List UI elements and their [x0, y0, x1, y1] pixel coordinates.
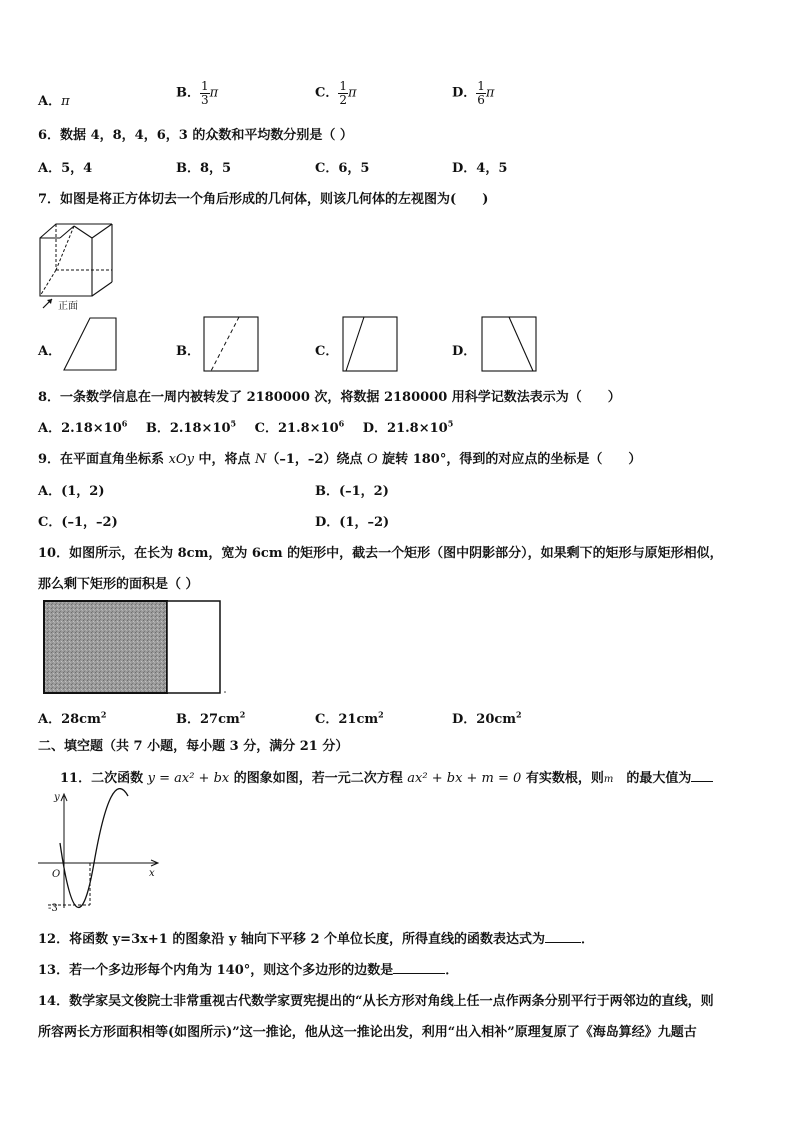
option-value: 20cm — [476, 712, 517, 727]
math-var: O — [366, 452, 378, 467]
origin-label: O — [52, 869, 61, 880]
q10-option-c — [315, 708, 384, 727]
q11-stem — [60, 767, 713, 786]
option-exponent: 2 — [239, 709, 246, 720]
q6-option-b: B．8，5 — [176, 161, 232, 176]
math-var: N — [254, 452, 267, 467]
q7-front-label: 正面 — [58, 301, 78, 312]
option-letter: B． — [176, 85, 200, 101]
fraction — [338, 80, 348, 106]
q14-stem-line1: 14．数学家吴文俊院士非常重视古代数学家贾宪提出的“从长方形对角线上任一点作两条分别平行于两邻边的直线，则 — [38, 994, 714, 1009]
option-value: π — [61, 94, 70, 109]
min-value-label: -3 — [48, 903, 58, 914]
stem-text: ． — [445, 963, 459, 978]
option-value: 28cm — [61, 712, 101, 727]
x-axis-label: x — [149, 868, 155, 879]
q10-stem-line2: 那么剩下矩形的面积是（ ） — [38, 577, 199, 592]
q5-option-c — [315, 80, 357, 106]
q10-option-d — [452, 708, 522, 727]
stem-text: 中，将点 — [193, 452, 255, 467]
q10-option-b — [176, 708, 245, 727]
option-value: 27cm — [200, 712, 240, 727]
stem-text: ． — [581, 932, 595, 947]
q8-option-c — [254, 418, 345, 436]
option-base: 2.18×10 — [169, 421, 231, 436]
stem-text: 旋转 180°，得到的对应点的坐标是（ ） — [377, 452, 642, 467]
option-letter: C． — [315, 85, 339, 101]
q7-option-a-letter: A． — [38, 344, 62, 359]
option-exponent: 2 — [100, 709, 107, 720]
option-letter: B． — [176, 712, 200, 727]
answer-blank[interactable] — [691, 781, 713, 782]
q7-option-b-letter: B． — [176, 344, 200, 359]
denominator: 6 — [477, 92, 485, 107]
stem-text: 的最大值为 — [613, 771, 692, 786]
option-exponent: 2 — [516, 709, 522, 720]
q7-option-a-figure — [60, 316, 120, 372]
q8-stem: 8．一条数学信息在一周内被转发了 2180000 次，将数据 2180000 用科学记数法表示为（ ） — [38, 390, 621, 405]
q12-stem — [38, 928, 594, 947]
q9-option-c: C．(–1，–2) — [38, 515, 118, 530]
q9-stem — [38, 448, 641, 467]
stem-text: 12．将函数 y=3x+1 的图象沿 y 轴向下平移 2 个单位长度，所得直线的函数表达式为 — [38, 932, 546, 947]
option-exponent: 6 — [338, 418, 345, 429]
stem-text: 的图象如图，若一元二次方程 — [229, 771, 408, 786]
option-letter: C． — [315, 712, 339, 727]
stem-text: 13．若一个多边形每个内角为 140°，则这个多边形的边数是 — [38, 963, 394, 978]
option-exponent: 5 — [230, 418, 237, 429]
q7-option-c-letter: C． — [315, 344, 339, 359]
option-letter: D． — [362, 421, 388, 436]
q7-option-d-figure — [481, 316, 537, 372]
q14-stem-line2: 所容两长方形面积相等(如图所示)”这一推论，他从这一推论出发，利用“出入相补”原理复原了《海岛算经》九题古 — [38, 1025, 697, 1040]
section-heading: 二、填空题（共 7 小题，每小题 3 分，满分 21 分） — [38, 739, 349, 754]
denominator: 3 — [201, 92, 209, 107]
q10-stem-line1: 10．如图所示，在长为 8cm，宽为 6cm 的矩形中，截去一个矩形（图中阴影部分），如果剩下的矩形与原矩形相似， — [38, 546, 723, 561]
stem-text: 9．在平面直角坐标系 — [38, 452, 169, 467]
option-letter: D． — [452, 85, 477, 101]
q6-option-c: C．6，5 — [315, 161, 370, 176]
option-letter: A． — [38, 421, 62, 436]
option-exponent: 6 — [121, 418, 128, 429]
option-letter: B． — [145, 421, 170, 436]
equation-expression: ax² + bx + m = 0 — [407, 771, 522, 786]
numerator: 1 — [339, 79, 347, 93]
q11-parabola-graph — [36, 788, 164, 916]
numerator: 1 — [201, 79, 209, 93]
q6-stem: 6．数据 4，8，4，6，3 的众数和平均数分别是（ ） — [38, 128, 353, 143]
q8-options — [38, 417, 453, 436]
fraction — [476, 80, 486, 106]
q8-option-a — [38, 418, 128, 436]
answer-blank[interactable] — [545, 942, 581, 943]
option-letter: D． — [452, 712, 477, 727]
q5-option-b — [176, 80, 218, 106]
q9-option-d: D．(1，–2) — [315, 515, 390, 530]
y-axis-label: y — [54, 792, 60, 803]
option-base: 21.8×10 — [277, 421, 339, 436]
q5-option-a — [38, 90, 70, 109]
answer-blank[interactable] — [393, 973, 445, 974]
option-exponent: 2 — [378, 709, 384, 720]
q7-stem: 7．如图是将正方体切去一个角后形成的几何体，则该几何体的左视图为( ) — [38, 192, 489, 207]
q6-option-a: A．5，4 — [38, 161, 93, 176]
q9-option-b: B．(–1，2) — [315, 484, 389, 499]
option-base: 21.8×10 — [387, 421, 448, 436]
q8-option-d — [362, 418, 454, 436]
q7-option-b-figure — [203, 316, 259, 372]
option-letter: C． — [254, 421, 278, 436]
fraction — [200, 80, 210, 106]
stem-text: （–1，–2）绕点 — [266, 452, 367, 467]
function-expression: y = ax² + bx — [147, 771, 230, 786]
option-base: 2.18×10 — [61, 421, 122, 436]
option-letter: A． — [38, 94, 62, 109]
numerator: 1 — [477, 79, 485, 93]
q13-stem — [38, 959, 458, 978]
denominator: 2 — [339, 92, 347, 107]
q5-option-d — [452, 80, 494, 106]
pi-symbol: π — [348, 85, 357, 101]
q6-option-d: D．4，5 — [452, 161, 508, 176]
stem-text: 有实数根，则 — [521, 771, 604, 786]
q8-option-b — [145, 418, 237, 436]
q10-rectangle-figure — [43, 600, 229, 696]
q7-option-d-letter: D． — [452, 344, 477, 359]
pi-symbol: π — [209, 85, 219, 101]
pi-symbol: π — [485, 85, 495, 101]
stem-text: 11．二次函数 — [60, 771, 148, 786]
option-exponent: 5 — [447, 418, 454, 429]
q10-option-a — [38, 708, 106, 727]
math-var: m — [603, 774, 614, 785]
q9-option-a: A．(1，2) — [38, 484, 105, 499]
option-value: 21cm — [338, 712, 379, 727]
option-letter: A． — [38, 712, 62, 727]
math-var: xOy — [168, 452, 194, 467]
q7-option-c-figure — [342, 316, 398, 372]
